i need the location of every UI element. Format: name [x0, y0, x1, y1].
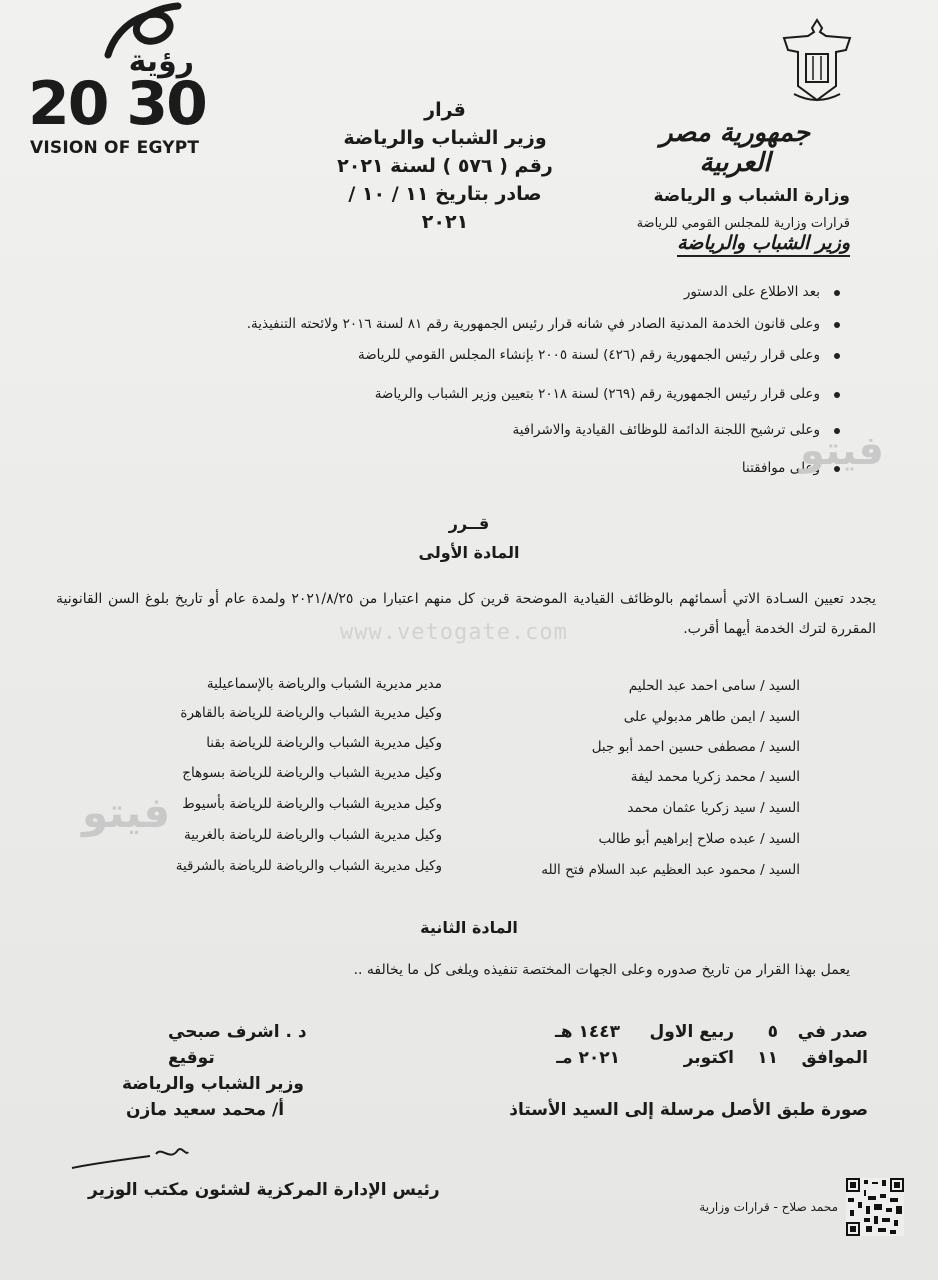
- appointee-position: وكيل مديرية الشباب والرياضة للرياضة بسوهاج: [182, 765, 442, 781]
- appointee-name: السيد / محمود عبد العظيم عبد السلام فتح الله: [541, 862, 800, 878]
- egypt-eagle-icon: [780, 16, 854, 108]
- appointee-name: السيد / سيد زكريا عثمان محمد: [627, 800, 800, 816]
- footer-note: محمد صلاح - قرارات وزارية: [699, 1200, 838, 1214]
- ministry-name: وزارة الشباب و الرياضة: [653, 186, 850, 206]
- issued-month-hijri: ربيع الاول: [649, 1022, 734, 1042]
- minister-title-header: وزير الشباب والرياضة: [677, 232, 850, 257]
- vision-subtitle: VISION OF EGYPT: [30, 138, 200, 158]
- copy-recipient-title: رئيس الإدارة المركزية لشئون مكتب الوزير: [88, 1180, 440, 1200]
- issued-month-gregorian: اكتوبر: [683, 1048, 734, 1068]
- copy-recipient: أ/ محمد سعيد مازن: [126, 1100, 285, 1120]
- preamble-item: وعلى موافقتنا: [180, 460, 820, 476]
- minister-name: د . اشرف صبحي: [168, 1022, 307, 1042]
- vision-2030-logo: [28, 0, 208, 160]
- decision-number: رقم ( ٥٧٦ ) لسنة ٢٠٢١: [337, 155, 553, 177]
- appointee-position: مدير مديرية الشباب والرياضة بالإسماعيلية: [206, 676, 442, 692]
- appointee-position: وكيل مديرية الشباب والرياضة للرياضة بالغربية: [183, 827, 442, 843]
- appointee-name: السيد / سامى احمد عبد الحليم: [628, 678, 800, 694]
- bullet-icon: [834, 392, 840, 398]
- article-2-heading: المادة الثانية: [420, 918, 518, 937]
- bullet-icon: [834, 290, 840, 296]
- issued-day-gregorian: ١١: [757, 1048, 778, 1068]
- decision-issuer: وزير الشباب والرياضة: [343, 127, 547, 149]
- article-2-text: يعمل بهذا القرار من تاريخ صدوره وعلى الجهات المختصة تنفيذه ويلغى كل ما يخالفه ..: [353, 962, 850, 978]
- appointee-name: السيد / عبده صلاح إبراهيم أبو طالب: [598, 831, 800, 847]
- preamble-item: وعلى قرار رئيس الجمهورية رقم (٤٢٦) لسنة ٢٠٠٥ بإنشاء المجلس القومي للرياضة: [180, 347, 820, 363]
- minister-title: وزير الشباب والرياضة: [122, 1074, 304, 1094]
- issued-day-hijri: ٥: [767, 1022, 778, 1042]
- issued-year-gregorian: ٢٠٢١ مـ: [556, 1048, 620, 1068]
- decision-date: صادر بتاريخ ١١ / ١٠ / ٢٠٢١: [348, 183, 542, 233]
- gregorian-label: الموافق: [801, 1048, 868, 1068]
- vision-number: 20 30: [28, 69, 206, 139]
- signature-label: توقيع: [168, 1048, 215, 1068]
- appointee-position: وكيل مديرية الشباب والرياضة للرياضة بالقاهرة: [180, 705, 442, 721]
- issued-label: صدر في: [797, 1022, 868, 1042]
- ministerial-decisions-label: قرارات وزارية للمجلس القومي للرياضة: [636, 216, 850, 231]
- qr-code-icon: [846, 1178, 904, 1236]
- site-url-watermark: www.vetogate.com: [340, 620, 568, 645]
- appointee-position: وكيل مديرية الشباب والرياضة للرياضة بقنا: [206, 735, 442, 751]
- bullet-icon: [834, 353, 840, 359]
- bullet-icon: [834, 322, 840, 328]
- decided-heading: قــرر: [448, 514, 490, 533]
- appointee-name: السيد / مصطفى حسين احمد أبو جبل: [591, 739, 800, 755]
- issued-year-hijri: ١٤٤٣ هـ: [554, 1022, 620, 1042]
- site-logo-watermark-2: فيتو: [82, 788, 171, 837]
- decision-title: [330, 96, 560, 236]
- preamble-item: وعلى قرار رئيس الجمهورية رقم (٢٦٩) لسنة ٢٠١٨ بتعيين وزير الشباب والرياضة: [180, 386, 820, 402]
- article-1-heading: المادة الأولى: [418, 543, 520, 562]
- appointee-name: السيد / ايمن طاهر مدبولي على: [623, 709, 800, 725]
- site-logo-watermark: فيتو: [800, 428, 884, 474]
- appointee-position: وكيل مديرية الشباب والرياضة للرياضة بالشرقية: [175, 858, 442, 874]
- appointee-position: وكيل مديرية الشباب والرياضة للرياضة بأسيوط: [182, 796, 442, 812]
- preamble-item: بعد الاطلاع على الدستور: [180, 284, 820, 300]
- preamble-item: وعلى ترشيح اللجنة الدائمة للوظائف القيادية والاشرافية: [180, 422, 820, 438]
- preamble-item: وعلى قانون الخدمة المدنية الصادر في شانه قرار رئيس الجمهورية رقم ٨١ لسنة ٢٠١٦ ولائحته التنفيذية.: [180, 316, 820, 332]
- certified-copy-text: صورة طبق الأصل مرسلة إلى السيد الأستاذ: [509, 1100, 868, 1120]
- handwritten-signature-icon: [70, 1138, 190, 1178]
- republic-heading: [620, 118, 850, 178]
- vision-arabic-word: رؤية: [128, 44, 194, 79]
- decision-word: قرار: [424, 99, 466, 121]
- article-1-text: يجدد تعيين السـادة الاتي أسمائهم بالوظائف القيادية الموضحة قرين كل منهم اعتبارا من ٢٠٢١/٨/٢٥ ولمدة عام أو تاريخ بلوغ السن القانونية المقررة لترك الخدمة أيهما أقرب.: [56, 591, 876, 637]
- arab-republic-text: جمهورية مصر العربية: [659, 118, 811, 178]
- appointee-name: السيد / محمد زكريا محمد ليفة: [630, 769, 800, 785]
